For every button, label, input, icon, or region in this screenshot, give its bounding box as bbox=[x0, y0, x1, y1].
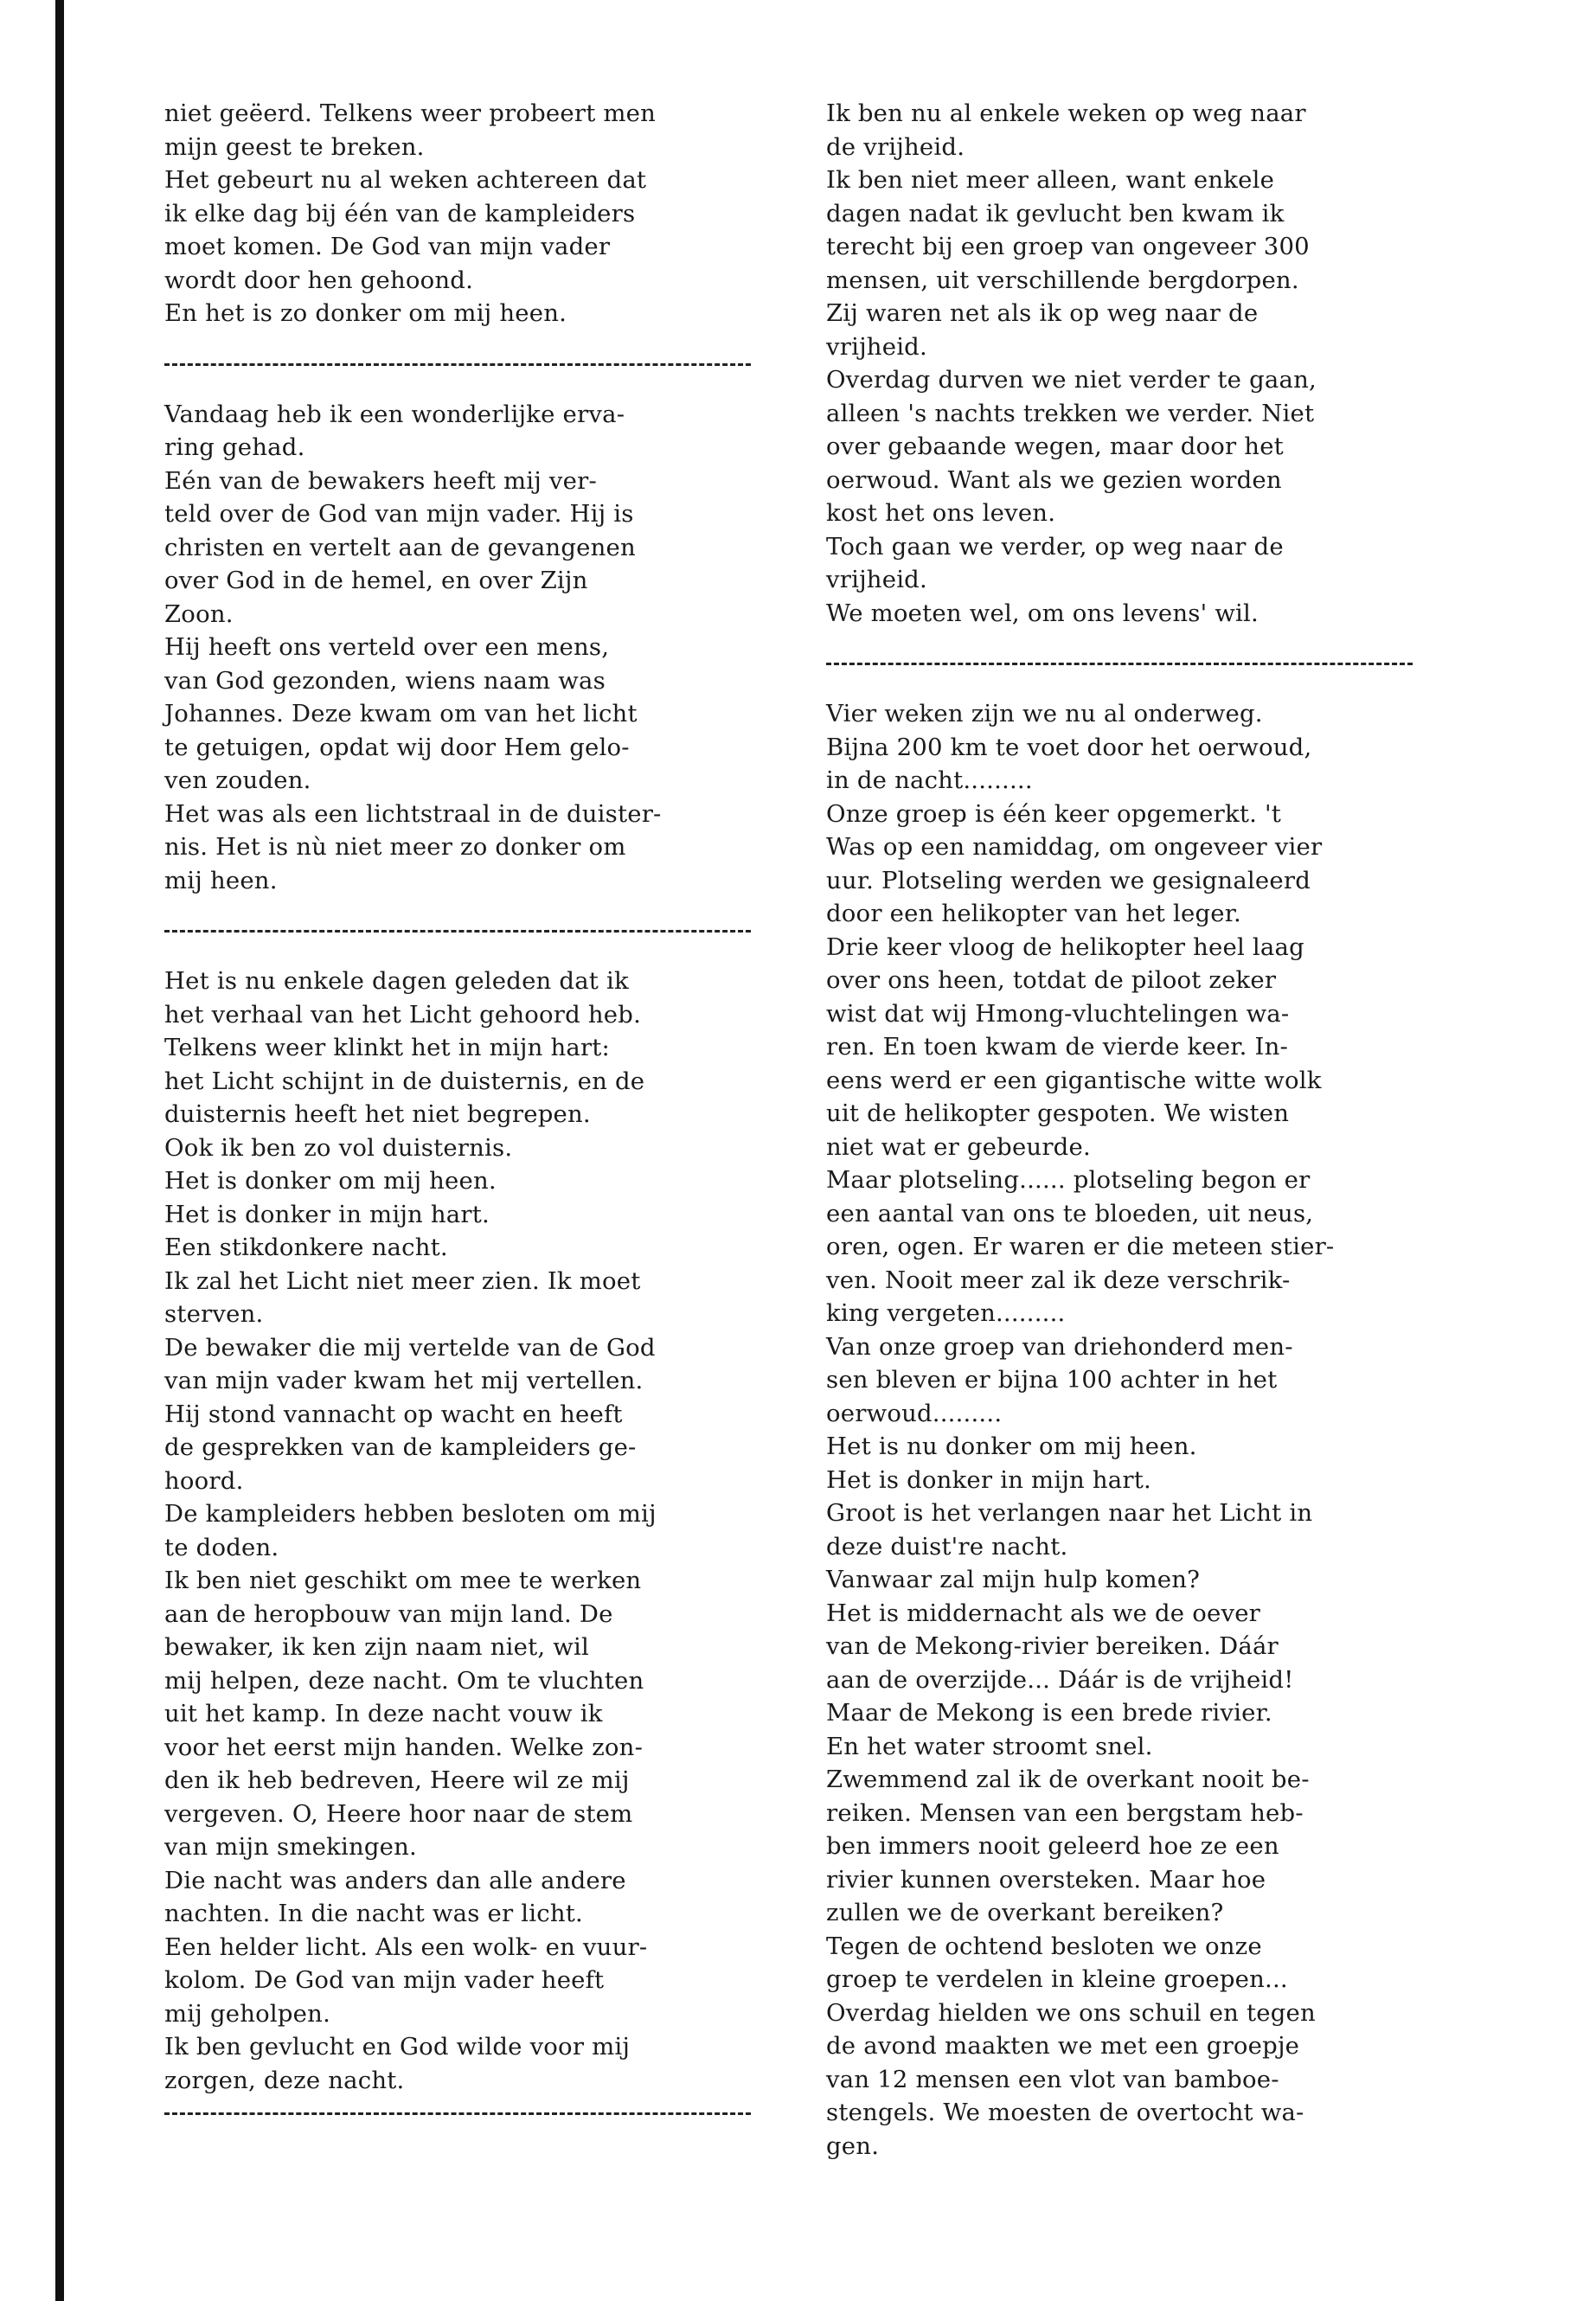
text-line: Het is donker om mij heen. bbox=[164, 1167, 497, 1195]
text-line: Van onze groep van driehonderd men- bbox=[826, 1332, 1293, 1361]
text-line: door een helikopter van het leger. bbox=[826, 900, 1241, 927]
text-line: aan de overzijde... Dáár is de vrijheid! bbox=[826, 1665, 1294, 1694]
text-line: Het is donker in mijn hart. bbox=[164, 1200, 490, 1228]
text-line: voor het eerst mijn handen. Welke zon- bbox=[164, 1733, 644, 1761]
text-line: Een helder licht. Als een wolk- en vuur- bbox=[164, 1932, 648, 1961]
text-line: Hij stond vannacht op wacht en heeft bbox=[164, 1400, 623, 1428]
left-block-2 bbox=[164, 398, 761, 898]
text-line: ik elke dag bij één van de kampleiders bbox=[164, 199, 636, 228]
text-line: Het is nu enkele dagen geleden dat ik bbox=[164, 967, 629, 995]
text-line: uit de helikopter gespoten. We wisten bbox=[826, 1099, 1290, 1127]
text-line: alleen 's nachts trekken we verder. Niet bbox=[826, 399, 1315, 427]
text-line: deze duist're nacht. bbox=[826, 1532, 1068, 1561]
text-line: te getuigen, opdat wij door Hem gelo- bbox=[164, 733, 630, 761]
text-line: Zoon. bbox=[164, 599, 234, 628]
text-line: De bewaker die mij vertelde van de God bbox=[164, 1333, 656, 1362]
text-line: vergeven. O, Heere hoor naar de stem bbox=[164, 1799, 633, 1828]
text-line: vrijheid. bbox=[826, 566, 927, 593]
text-line: vrijheid. bbox=[826, 332, 927, 361]
section-divider bbox=[164, 2097, 761, 2130]
text-line: Zwemmend zal ik de overkant nooit be- bbox=[826, 1766, 1310, 1793]
text-line: Telkens weer klinkt het in mijn hart: bbox=[164, 1034, 611, 1061]
text-line: gen. bbox=[826, 2131, 880, 2160]
text-line: het Licht schijnt in de duisternis, en de bbox=[164, 1067, 645, 1095]
text-line: Ik ben niet geschikt om mee te werken bbox=[164, 1567, 642, 1594]
text-line: duisternis heeft het niet begrepen. bbox=[164, 1100, 591, 1128]
text-line: dagen nadat ik gevlucht ben kwam ik bbox=[826, 199, 1285, 228]
text-line: oerwoud......... bbox=[826, 1399, 1003, 1427]
text-line: Het gebeurt nu al weken achtereen dat bbox=[164, 166, 647, 194]
text-line: de avond maakten we met een groepje bbox=[826, 2032, 1300, 2060]
text-line: Hij heeft ons verteld over een mens, bbox=[164, 633, 610, 661]
text-line: over gebaande wegen, maar door het bbox=[826, 433, 1284, 460]
text-line: Was op een namiddag, om ongeveer vier bbox=[826, 833, 1323, 861]
margin-rule bbox=[55, 0, 64, 2301]
text-line: van God gezonden, wiens naam was bbox=[164, 666, 606, 695]
text-line: christen en vertelt aan de gevangenen bbox=[164, 533, 636, 561]
right-block-2 bbox=[826, 697, 1423, 2163]
text-line: wordt door hen gehoond. bbox=[164, 266, 474, 294]
text-line: bewaker, ik ken zijn naam niet, wil bbox=[164, 1633, 589, 1661]
text-line: van 12 mensen een vlot van bamboe- bbox=[826, 2065, 1279, 2093]
text-line: Tegen de ochtend besloten we onze bbox=[826, 1932, 1262, 1960]
section-divider bbox=[826, 647, 1423, 680]
text-line: mij helpen, deze nacht. Om te vluchten bbox=[164, 1666, 644, 1695]
section-divider bbox=[164, 348, 761, 381]
text-line: niet geëerd. Telkens weer probeert men bbox=[164, 99, 657, 127]
text-line: Ik ben gevlucht en God wilde voor mij bbox=[164, 2033, 631, 2061]
text-line: Drie keer vloog de helikopter heel laag bbox=[826, 933, 1304, 961]
text-line: ren. En toen kwam de vierde keer. In- bbox=[826, 1033, 1288, 1061]
text-line: eens werd er een gigantische witte wolk bbox=[826, 1066, 1322, 1094]
text-line: nis. Het is nù niet meer zo donker om bbox=[164, 833, 626, 861]
text-line: in de nacht......... bbox=[826, 766, 1033, 794]
text-line: king vergeten......... bbox=[826, 1299, 1066, 1327]
left-block-1 bbox=[164, 97, 761, 330]
text-line: zorgen, deze nacht. bbox=[164, 2066, 405, 2094]
text-line: den ik heb bedreven, Heere wil ze mij bbox=[164, 1766, 630, 1794]
text-line: mensen, uit verschillende bergdorpen. bbox=[826, 266, 1299, 294]
text-line: Een stikdonkere nacht. bbox=[164, 1234, 448, 1261]
text-line: over ons heen, totdat de piloot zeker bbox=[826, 966, 1277, 994]
text-line: Ook ik ben zo vol duisternis. bbox=[164, 1133, 513, 1162]
text-line: Toch gaan we verder, op weg naar de bbox=[826, 532, 1284, 561]
text-line: te doden. bbox=[164, 1533, 279, 1561]
text-line: Groot is het verlangen naar het Licht in bbox=[826, 1499, 1313, 1527]
text-line: van mijn smekingen. bbox=[164, 1833, 417, 1861]
text-line: Het was als een lichtstraal in de duister- bbox=[164, 799, 662, 828]
text-line: aan de heropbouw van mijn land. De bbox=[164, 1599, 613, 1628]
text-line: Overdag durven we niet verder te gaan, bbox=[826, 366, 1317, 394]
text-line: rivier kunnen oversteken. Maar hoe bbox=[826, 1865, 1266, 1894]
text-line: nachten. In die nacht was er licht. bbox=[164, 1900, 583, 1927]
text-line: mij geholpen. bbox=[164, 1999, 331, 2028]
text-line: Het is middernacht als we de oever bbox=[826, 1599, 1261, 1627]
text-line: kost het ons leven. bbox=[826, 499, 1056, 527]
text-line: ven zouden. bbox=[164, 766, 311, 794]
text-line: hoord. bbox=[164, 1466, 244, 1495]
text-line: ven. Nooit meer zal ik deze verschrik- bbox=[826, 1266, 1291, 1294]
text-line: sterven. bbox=[164, 1300, 264, 1328]
text-line: Zij waren net als ik op weg naar de bbox=[826, 299, 1259, 327]
text-line: stengels. We moesten de overtocht wa- bbox=[826, 2099, 1304, 2126]
text-line: Maar de Mekong is een brede rivier. bbox=[826, 1699, 1272, 1727]
text-line: uit het kamp. In deze nacht vouw ik bbox=[164, 1700, 603, 1727]
text-line: zullen we de overkant bereiken? bbox=[826, 1899, 1224, 1926]
section-divider bbox=[164, 914, 761, 947]
text-line: En het is zo donker om mij heen. bbox=[164, 299, 567, 327]
text-line: ring gehad. bbox=[164, 433, 305, 461]
text-line: uur. Plotseling werden we gesignaleerd bbox=[826, 866, 1311, 894]
text-line: ben immers nooit geleerd hoe ze een bbox=[826, 1832, 1279, 1860]
text-line: oren, ogen. Er waren er die meteen stier- bbox=[826, 1233, 1335, 1260]
text-line: de gesprekken van de kampleiders ge- bbox=[164, 1433, 637, 1461]
text-line: We moeten wel, om ons levens' wil. bbox=[826, 599, 1259, 627]
text-line: Die nacht was anders dan alle andere bbox=[164, 1866, 626, 1894]
text-line: van mijn vader kwam het mij vertellen. bbox=[164, 1367, 644, 1394]
text-line: Eén van de bewakers heeft mij ver- bbox=[164, 466, 597, 495]
text-line: over God in de hemel, en over Zijn bbox=[164, 567, 588, 594]
text-line: Het is donker in mijn hart. bbox=[826, 1465, 1151, 1494]
right-block-1 bbox=[826, 97, 1423, 630]
text-line: het verhaal van het Licht gehoord heb. bbox=[164, 1000, 642, 1029]
text-line: groep te verdelen in kleine groepen... bbox=[826, 1965, 1288, 1993]
text-line: de vrijheid. bbox=[826, 132, 965, 161]
right-column bbox=[826, 97, 1423, 2163]
text-line: Johannes. Deze kwam om van het licht bbox=[164, 700, 638, 727]
text-line: een aantal van ons te bloeden, uit neus, bbox=[826, 1199, 1314, 1227]
text-line: De kampleiders hebben besloten om mij bbox=[164, 1500, 657, 1528]
text-line: Vanwaar zal mijn hulp komen? bbox=[826, 1566, 1201, 1593]
text-line: Vandaag heb ik een wonderlijke erva- bbox=[164, 400, 625, 428]
text-line: sen bleven er bijna 100 achter in het bbox=[826, 1366, 1278, 1394]
text-line: kolom. De God van mijn vader heeft bbox=[164, 1966, 605, 1994]
text-line: niet wat er gebeurde. bbox=[826, 1132, 1091, 1161]
text-line: Bijna 200 km te voet door het oerwoud, bbox=[826, 733, 1312, 761]
text-line: Ik zal het Licht niet meer zien. Ik moet bbox=[164, 1266, 641, 1295]
text-line: Maar plotseling...... plotseling begon er bbox=[826, 1166, 1311, 1194]
text-line: reiken. Mensen van een bergstam heb- bbox=[826, 1798, 1304, 1827]
text-line: van de Mekong-rivier bereiken. Dáár bbox=[826, 1632, 1279, 1660]
text-line: Ik ben nu al enkele weken op weg naar bbox=[826, 99, 1306, 127]
text-line: teld over de God van mijn vader. Hij is bbox=[164, 500, 634, 528]
text-line: terecht bij een groep van ongeveer 300 bbox=[826, 233, 1310, 260]
text-line: Overdag hielden we ons schuil en tegen bbox=[826, 1998, 1316, 2027]
text-line: Onze groep is één keer opgemerkt. 't bbox=[826, 799, 1281, 828]
left-column bbox=[164, 97, 761, 2130]
text-line: Ik ben niet meer alleen, want enkele bbox=[826, 166, 1275, 194]
left-block-3 bbox=[164, 965, 761, 2097]
text-line: Vier weken zijn we nu al onderweg. bbox=[826, 700, 1263, 727]
text-line: oerwoud. Want als we gezien worden bbox=[826, 465, 1282, 494]
text-line: moet komen. De God van mijn vader bbox=[164, 233, 611, 260]
text-line: En het water stroomt snel. bbox=[826, 1732, 1153, 1760]
text-line: mijn geest te breken. bbox=[164, 132, 425, 161]
text-line: Het is nu donker om mij heen. bbox=[826, 1433, 1197, 1460]
text-line: mij heen. bbox=[164, 866, 278, 894]
text-line: wist dat wij Hmong-vluchtelingen wa- bbox=[826, 999, 1290, 1028]
